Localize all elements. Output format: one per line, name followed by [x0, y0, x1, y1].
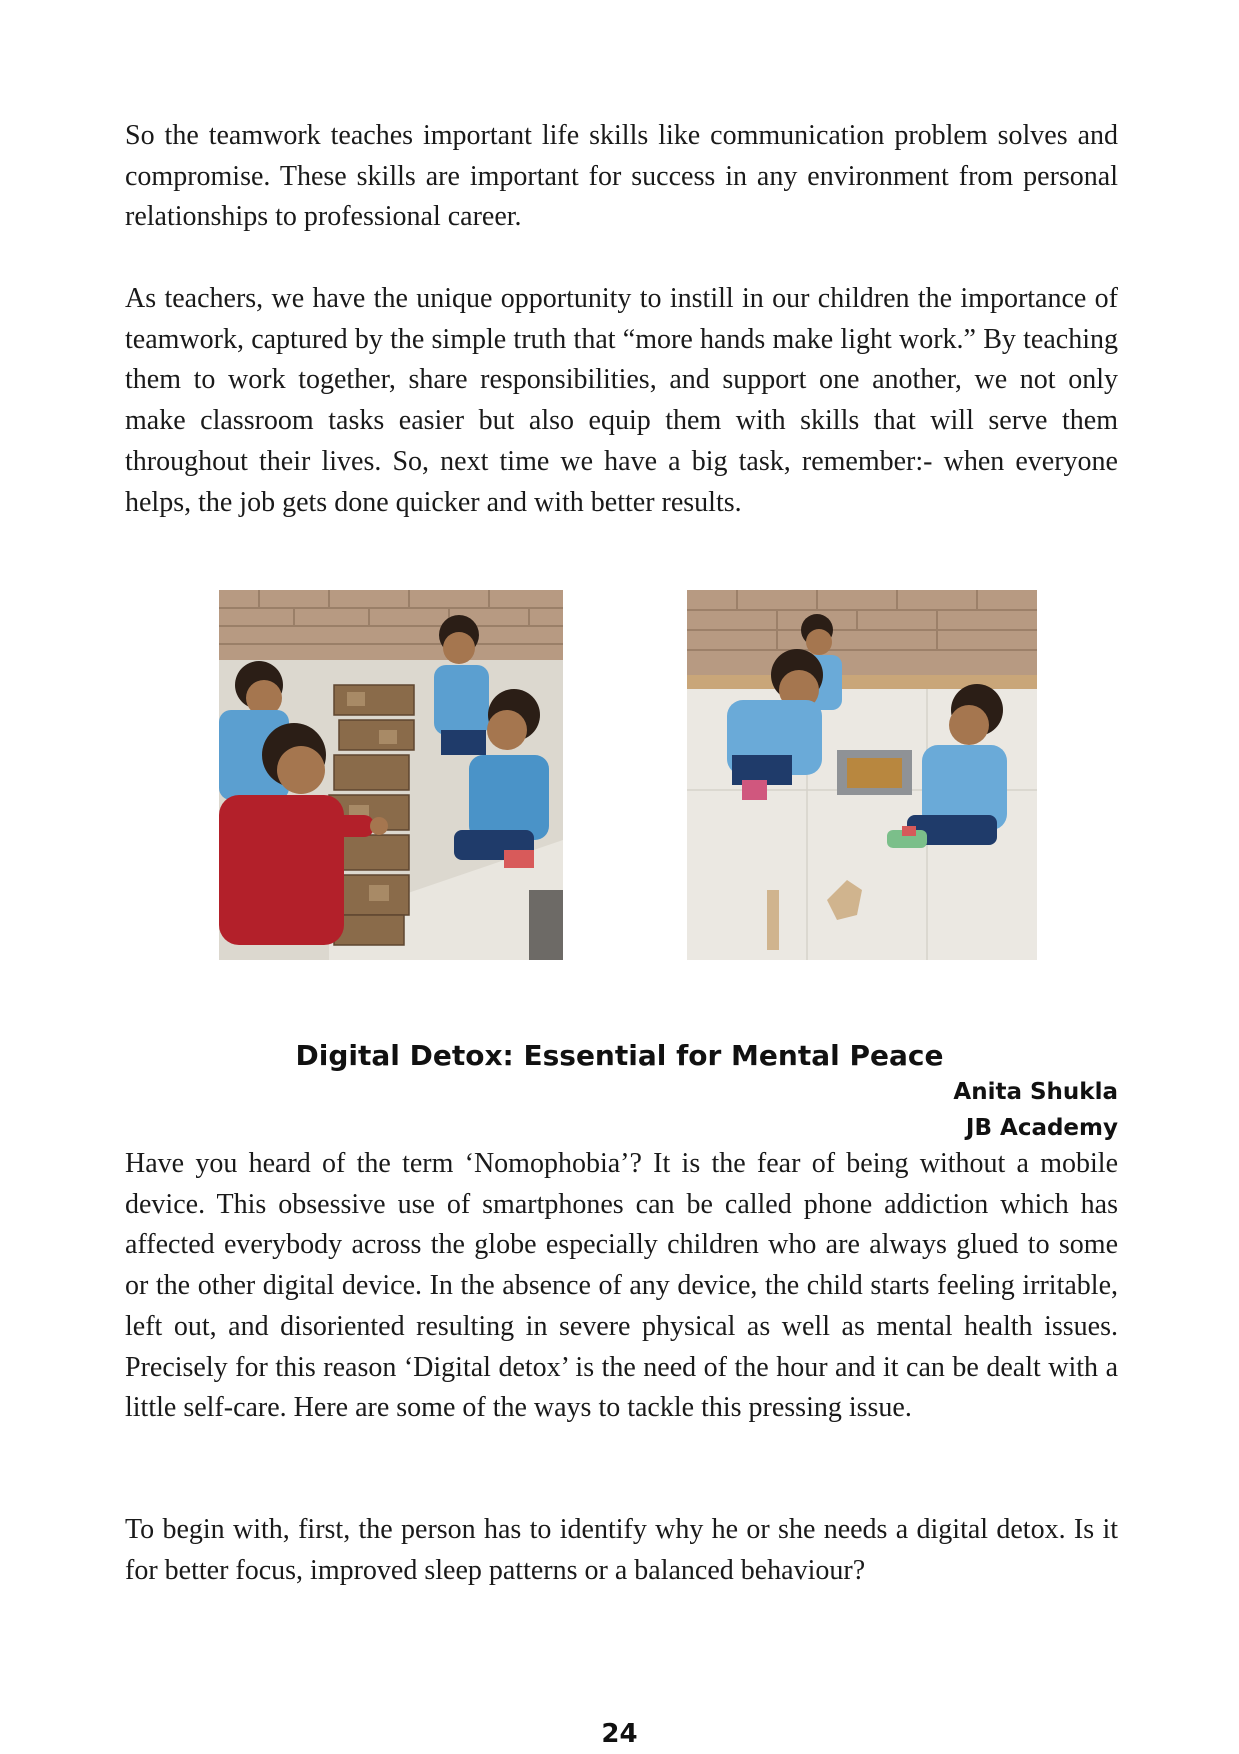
- teamwork-paragraph-1: So the teamwork teaches important life skills like communication problem solves and compromise. These skills are important for success in any environment from personal relationships to professional career.: [125, 120, 1118, 233]
- article-author: Anita Shukla: [953, 1079, 1118, 1105]
- photo-floor-illustration: [687, 590, 1037, 960]
- detox-paragraph-1: Have you heard of the term ‘Nomophobia’? It is the fear of being without a mobile device. This obsessive use of smartphones can be called phone addiction which has affected everybody across the globe especially children who are always glued to some or the other digital device. In the absence of any device, the child starts feeling irritable, left out, and disoriented resulting in severe physical as well as mental health issues. Precisely for this reason ‘Digital detox’ is the need of the hour and it can be dealt with a little self-care. Here are some of the ways to tackle this pressing issue.: [125, 1148, 1118, 1424]
- photo-children-floor-activity: [687, 590, 1037, 960]
- article-school: JB Academy: [965, 1115, 1118, 1141]
- photo-blocks-illustration: [219, 590, 563, 960]
- page-number: 24: [601, 1719, 638, 1749]
- article-title: Digital Detox: Essential for Mental Peace: [295, 1039, 944, 1072]
- teamwork-paragraph-2: As teachers, we have the unique opportunity to instill in our children the importance of teamwork, captured by the simple truth that “more hands make light work.” By teaching them to work together, share responsibilities, and support one another, we not only make classroom tasks easier but also equip them with skills that will serve them throughout their lives. So, next time we have a big task, remember:- when everyone helps, the job gets done quicker and with better results.: [125, 283, 1118, 518]
- detox-paragraph-2: To begin with, first, the person has to identify why he or she needs a digital detox. Is it for better focus, improved sleep patterns or a balanced behaviour?: [125, 1514, 1118, 1586]
- photo-children-building-blocks: [219, 590, 563, 960]
